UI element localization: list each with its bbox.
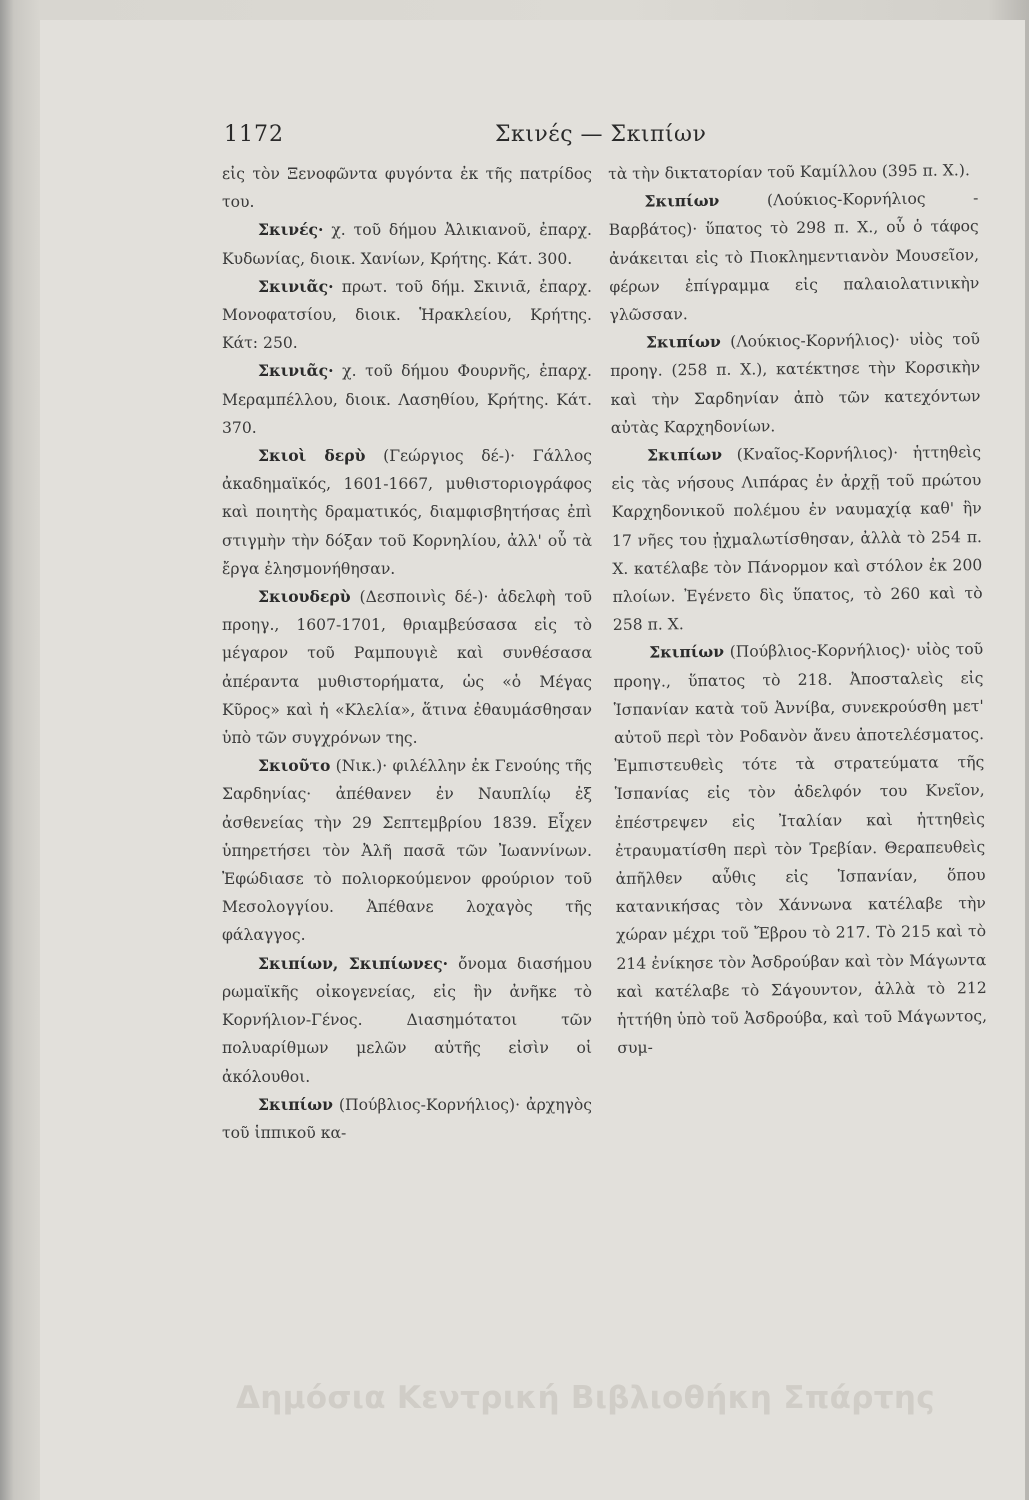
right-column bbox=[608, 156, 987, 1062]
dictionary-entry bbox=[613, 636, 987, 1063]
dictionary-entry bbox=[610, 325, 981, 442]
entry-text: (Πούβλιος-Κορνήλιος)· υἱὸς τοῦ προηγ., ὕπατος τὸ 218. Ἀποσταλεὶς εἰς Ἱσπανίαν κατὰ τοῦ Ἀννίβα, συνεκρούσθη μετ' αὐτοῦ περὶ τὸν Ροδανὸν ἄνευ ἀποτελέσματος. Ἐμπιστευθεὶς τότε τὰ στρατεύματα τῆς Ἱσπανίας εἰς τὸν ἀδελφόν του Κνεῖον, ἐπέστρεψεν εἰς Ἰταλίαν καὶ ἡττηθεὶς ἐτραυματίσθη περὶ τὸν Τρεβίαν. Θεραπευθεὶς ἀπῆλθεν αὖθις εἰς Ἱσπανίαν, ὅπου κατανικήσας τὸν Χάννωνα κατέλαβε τὴν χώραν μέχρι τοῦ Ἔβρου τὸ 217. Τὸ 215 καὶ τὸ 214 ἐνίκησε τὸν Ἀσδρούβαν καὶ τὸν Μάγωντα καὶ κατέλαβε τὸ Σάγουντον, ἀλλὰ τὸ 212 ἡττήθη ὑπὸ τοῦ Ἀσδρούβα, καὶ τοῦ Μάγωντος, συμ- bbox=[613, 640, 988, 1058]
library-watermark: Δημόσια Κεντρική Βιβλιοθήκη Σπάρτης bbox=[236, 1380, 935, 1416]
entry-lemma: Σκιπίων bbox=[258, 1094, 333, 1114]
entry-lemma: Σκινιᾶς· bbox=[258, 276, 334, 296]
entry-text: χ. τοῦ δήμου Φουρνῆς, ἐπαρχ. Μεραμπέλλου, διοικ. Λασηθίου, Κρήτης. Κάτ. 370. bbox=[222, 362, 593, 437]
dictionary-entry bbox=[222, 357, 592, 442]
page-number: 1172 bbox=[224, 122, 284, 147]
dictionary-entry bbox=[222, 583, 592, 752]
entry-lemma: Σκιουδερὺ bbox=[258, 587, 351, 607]
dictionary-entry bbox=[222, 950, 592, 1091]
entry-continuation bbox=[608, 156, 978, 188]
entry-text: (Λούκιος-Κορνήλιος)· υἱὸς τοῦ προηγ. (258 π. Χ.), κατέκτησε τὴν Κορσικὴν καὶ τὴν Σαρδηνίαν ἀπὸ τῶν κατεχόντων αὐτὰς Καρχηδονίων. bbox=[610, 330, 981, 437]
entry-text: (Πούβλιος-Κορνήλιος)· ἀρχηγὸς τοῦ ἱππικοῦ κα- bbox=[222, 1095, 592, 1142]
dictionary-entry bbox=[608, 184, 979, 329]
entry-lemma: Σκιοὶ δερὺ bbox=[258, 446, 366, 466]
entry-lemma: Σκιοῦτο bbox=[258, 756, 331, 776]
entry-lemma: Σκινιᾶς· bbox=[258, 361, 334, 381]
entry-text: (Δεσποινὶς δέ-)· ἀδελφὴ τοῦ προηγ., 1607-1701, θριαμβεύσασα εἰς τὸ μέγαρον τοῦ Ραμπουγιὲ καὶ συνθέσασα ἀπέραντα μυθιστορήματα, ὡς «ὁ Μέγας Κῦρος» καὶ ἡ «Κλελία», ἅτινα ἐθαυμάσθησαν ὑπὸ τῶν συγχρόνων της. bbox=[222, 588, 592, 748]
entry-text: τὰ τὴν δικτατορίαν τοῦ Καμίλλου (395 π. Χ.). bbox=[608, 161, 970, 183]
dictionary-entry bbox=[222, 273, 592, 358]
dictionary-entry bbox=[222, 442, 592, 583]
entry-lemma: Σκιπίων bbox=[649, 642, 725, 663]
entry-text: (Λούκιος-Κορνήλιος - Βαρβάτος)· ὕπατος τὸ 298 π. Χ., οὗ ὁ τάφος ἀνάκειται εἰς τὸ Πιοκλημεντιανὸν Μουσεῖον, φέρων ἐπίγραμμα εἰς παλαιολατινικὴν γλῶσσαν. bbox=[608, 189, 980, 325]
entry-text: εἰς τὸν Ξενοφῶντα φυγόντα ἐκ τῆς πατρίδος του. bbox=[222, 165, 592, 212]
left-column bbox=[222, 160, 592, 1147]
entry-text: πρωτ. τοῦ δήμ. Σκινιᾶ, ἐπαρχ. Μονοφατσίου, διοικ. Ἡρακλείου, Κρήτης. Κάτ: 250. bbox=[222, 277, 593, 353]
entry-text: χ. τοῦ δήμου Ἀλικιανοῦ, ἐπαρχ. Κυδωνίας, διοικ. Χανίων, Κρήτης. Κάτ. 300. bbox=[222, 221, 592, 268]
entry-lemma: Σκιπίων bbox=[645, 332, 721, 352]
running-head: Σκινές — Σκιπίων bbox=[495, 122, 707, 147]
dictionary-entry bbox=[222, 752, 592, 949]
entry-text: ὄνομα διασήμου ρωμαϊκῆς οἰκογενείας, εἰς ἣν ἀνῆκε τὸ Κορνήλιον-Γένος. Διασημότατοι τῶν πολυαρίθμων μελῶν αὐτῆς εἰσὶν οἱ ἀκόλουθοι. bbox=[222, 954, 592, 1086]
dictionary-entry bbox=[222, 216, 592, 272]
entry-lemma: Σκιπίων, Σκιπίωνες· bbox=[258, 953, 449, 973]
page-header bbox=[0, 122, 1029, 152]
entry-text: (Κναῖος-Κορνήλιος)· ἡττηθεὶς εἰς τὰς νήσους Λιπάρας ἐν ἀρχῇ τοῦ πρώτου Καρχηδονικοῦ πολέμου ἐν ναυμαχίᾳ καθ' ἣν 17 νῆες του ᾐχμαλωτίσθησαν, ἀλλὰ τὸ 254 π. Χ. κατέλαβε τὸν Πάνορμον καὶ στόλον ἐκ 200 πλοίων. Ἐγένετο δὶς ὕπατος, τὸ 260 καὶ τὸ 258 π. Χ. bbox=[611, 443, 983, 635]
entry-text: (Νικ.)· φιλέλλην ἐκ Γενούης τῆς Σαρδηνίας· ἀπέθανεν ἐν Ναυπλίῳ ἐξ ἀσθενείας τὴν 29 Σεπτεμβρίου 1839. Εἶχεν ὑπηρετήσει τὸν Ἀλῆ πασᾶ τῶν Ἰωαννίνων. Ἐφώδιασε τὸ πολιορκούμενον φρούριον τοῦ Μεσολογγίου. Ἀπέθανε λοχαγὸς τῆς φάλαγγος. bbox=[222, 757, 592, 945]
entry-continuation bbox=[222, 160, 592, 216]
entry-lemma: Σκιπίων bbox=[646, 444, 723, 465]
entry-lemma: Σκινές· bbox=[258, 220, 324, 240]
dictionary-entry bbox=[611, 438, 983, 639]
dictionary-entry bbox=[222, 1091, 592, 1147]
entry-text: (Γεώργιος δέ-)· Γάλλος ἀκαδημαϊκός, 1601-1667, μυθιστοριογράφος καὶ ποιητὴς δραματικός, διαμφισβητήσας ἐπὶ στιγμὴν τὴν δόξαν τοῦ Κορνηλίου, ἀλλ' οὗ τὰ ἔργα ἐλησμονήθησαν. bbox=[222, 447, 592, 578]
entry-lemma: Σκιπίων bbox=[644, 191, 720, 211]
